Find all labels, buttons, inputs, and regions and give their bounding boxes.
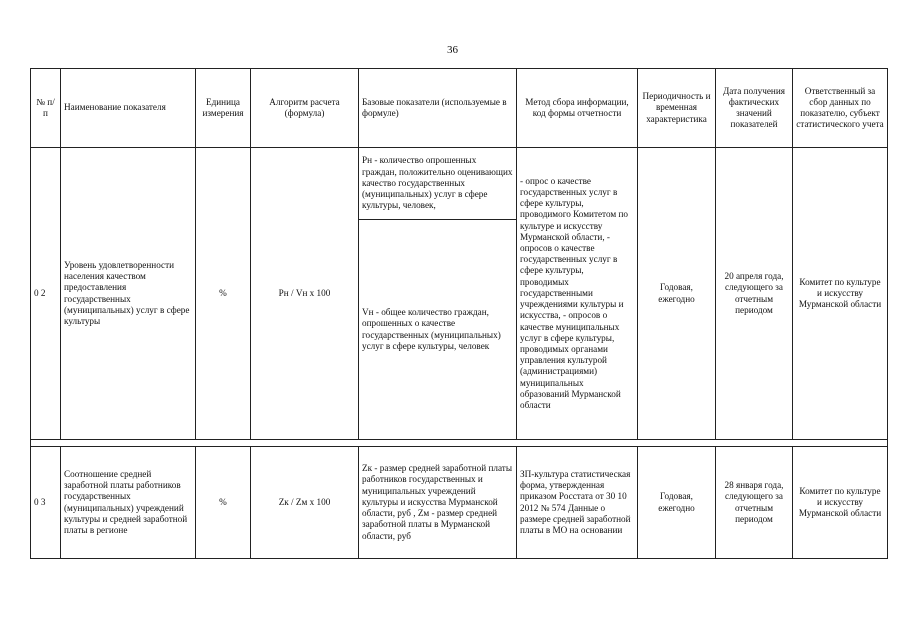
row-period: Годовая, ежегодно: [638, 148, 716, 440]
indicators-table: [30, 68, 888, 559]
page-number: 36: [447, 44, 458, 56]
row-name: Соотношение средней заработной платы работников государственных (муниципальных) учреждений культуры и средней заработной платы в регионе: [61, 447, 196, 559]
row-name: Уровень удовлетворенности населения качеством предоставления государственных (муниципальных) услуг в сфере культуры: [61, 148, 196, 440]
row-unit: %: [196, 447, 251, 559]
row-responsible: Комитет по культуре и искусству Мурманской области: [793, 148, 888, 440]
row-date: 20 апреля года, следующего за отчетным периодом: [716, 148, 793, 440]
header-name: Наименование показателя: [61, 69, 196, 148]
row-num: 0 2: [31, 148, 61, 440]
header-unit: Единица измерения: [196, 69, 251, 148]
row-num: 0 3: [31, 447, 61, 559]
row-algorithm: Pн / Vн x 100: [251, 148, 359, 440]
header-base: Базовые показатели (используемые в формуле): [359, 69, 517, 148]
row-unit: %: [196, 148, 251, 440]
header-algorithm: Алгоритм расчета (формула): [251, 69, 359, 148]
row-base-2: Vн - общее количество граждан, опрошенных о качестве государственных (муниципальных) услуг в сфере культуры, человек: [359, 220, 517, 440]
row-method: ЗП-культура статистическая форма, утвержденная приказом Росстата от 30 10 2012 № 574 Данные о размере средней заработной платы в МО на основании: [517, 447, 638, 559]
header-period: Периодичность и временная характеристика: [638, 69, 716, 148]
table-gap: [31, 440, 888, 447]
header-date: Дата получения фактических значений показателей: [716, 69, 793, 148]
header-responsible: Ответственный за сбор данных по показателю, субъект статистического учета: [793, 69, 888, 148]
table-row: [31, 148, 888, 220]
row-algorithm: Zк / Zм x 100: [251, 447, 359, 559]
header-row: [31, 69, 888, 148]
header-method: Метод сбора информации, код формы отчетности: [517, 69, 638, 148]
table-row: [31, 447, 888, 559]
row-method: - опрос о качестве государственных услуг в сфере культуры, проводимого Комитетом по культуре и искусству Мурманской области, - опросов о качестве государственных услуг в сфере культуры, проводимых государственными учреждениями культуры и искусства, - опросов о качестве муниципальных услуг в сфере культуры, проводимых органами управления культурой (администрациями) муниципальных образований Мурманской области: [517, 148, 638, 440]
row-period: Годовая, ежегодно: [638, 447, 716, 559]
row-base: Zк - размер средней заработной платы работников государственных и муниципальных учреждений культуры и искусства Мурманской области, руб , Zм - размер средней заработной платы в Мурманской области, руб: [359, 447, 517, 559]
row-base-1: Pн - количество опрошенных граждан, положительно оценивающих качество государственных (муниципальных) услуг в сфере культуры, человек,: [359, 148, 517, 220]
row-responsible: Комитет по культуре и искусству Мурманской области: [793, 447, 888, 559]
row-date: 28 января года, следующего за отчетным периодом: [716, 447, 793, 559]
header-num: № п/п: [31, 69, 61, 148]
